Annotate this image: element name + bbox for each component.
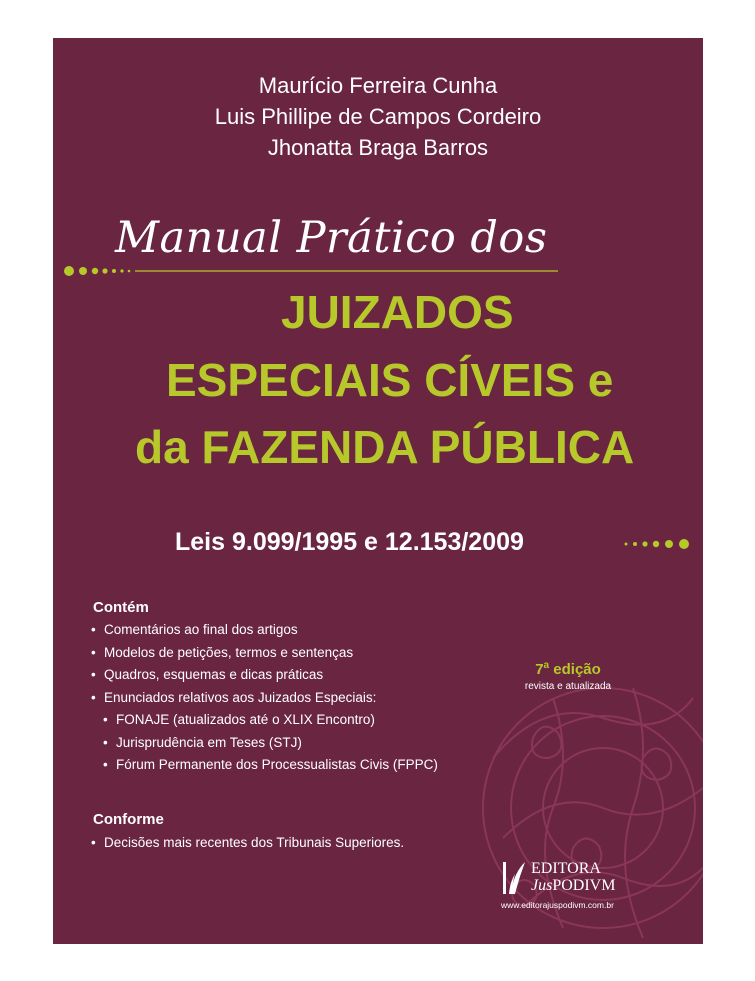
dots-decoration xyxy=(623,537,695,551)
list-item: • Modelos de petições, termos e sentenças xyxy=(91,644,354,660)
author-name: Maurício Ferreira Cunha xyxy=(258,73,498,98)
title-line-1: JUIZADOS xyxy=(281,286,514,338)
list-item: • Comentários ao final dos artigos xyxy=(91,622,298,637)
list-item: • Fórum Permanente dos Processualistas Civis (FPPC) xyxy=(103,757,438,772)
publisher-url: www.editorajuspodivm.com.br xyxy=(501,900,614,910)
publisher-emblem-icon xyxy=(501,860,527,896)
dotted-rule-decoration xyxy=(63,264,563,278)
list-item: • Decisões mais recentes dos Tribunais Superiores. xyxy=(91,835,405,850)
book-cover xyxy=(53,38,703,944)
laws-subtitle: Leis 9.099/1995 e 12.153/2009 xyxy=(175,528,524,556)
edition-badge xyxy=(493,660,643,692)
edition-subtitle: revista e atualizada xyxy=(524,681,612,692)
contem-heading: Contém xyxy=(93,599,149,616)
author-name: Jhonatta Braga Barros xyxy=(267,135,489,160)
title-line-3: da FAZENDA PÚBLICA xyxy=(135,421,635,473)
edition-number: 7 xyxy=(535,661,544,678)
edition-word: edição xyxy=(553,661,601,678)
author-name: Luis Phillipe de Campos Cordeiro xyxy=(214,104,542,129)
title-script: Manual Prático dos xyxy=(115,213,548,263)
conforme-list xyxy=(91,832,404,855)
conforme-heading: Conforme xyxy=(93,811,164,828)
list-item: • Jurisprudência em Teses (STJ) xyxy=(103,734,302,750)
publisher-name: EDITORA JusPODIVM xyxy=(531,860,616,894)
authors xyxy=(53,70,703,163)
edition-ordinal: a xyxy=(543,660,550,671)
list-item: • FONAJE (atualizados até o XLIX Encontro) xyxy=(103,712,375,727)
list-item: • Enunciados relativos aos Juizados Especiais: xyxy=(91,689,377,705)
title-line-2: ESPECIAIS CÍVEIS e xyxy=(166,354,614,406)
list-item: • Quadros, esquemas e dicas práticas xyxy=(91,667,324,682)
contem-list xyxy=(91,619,438,777)
